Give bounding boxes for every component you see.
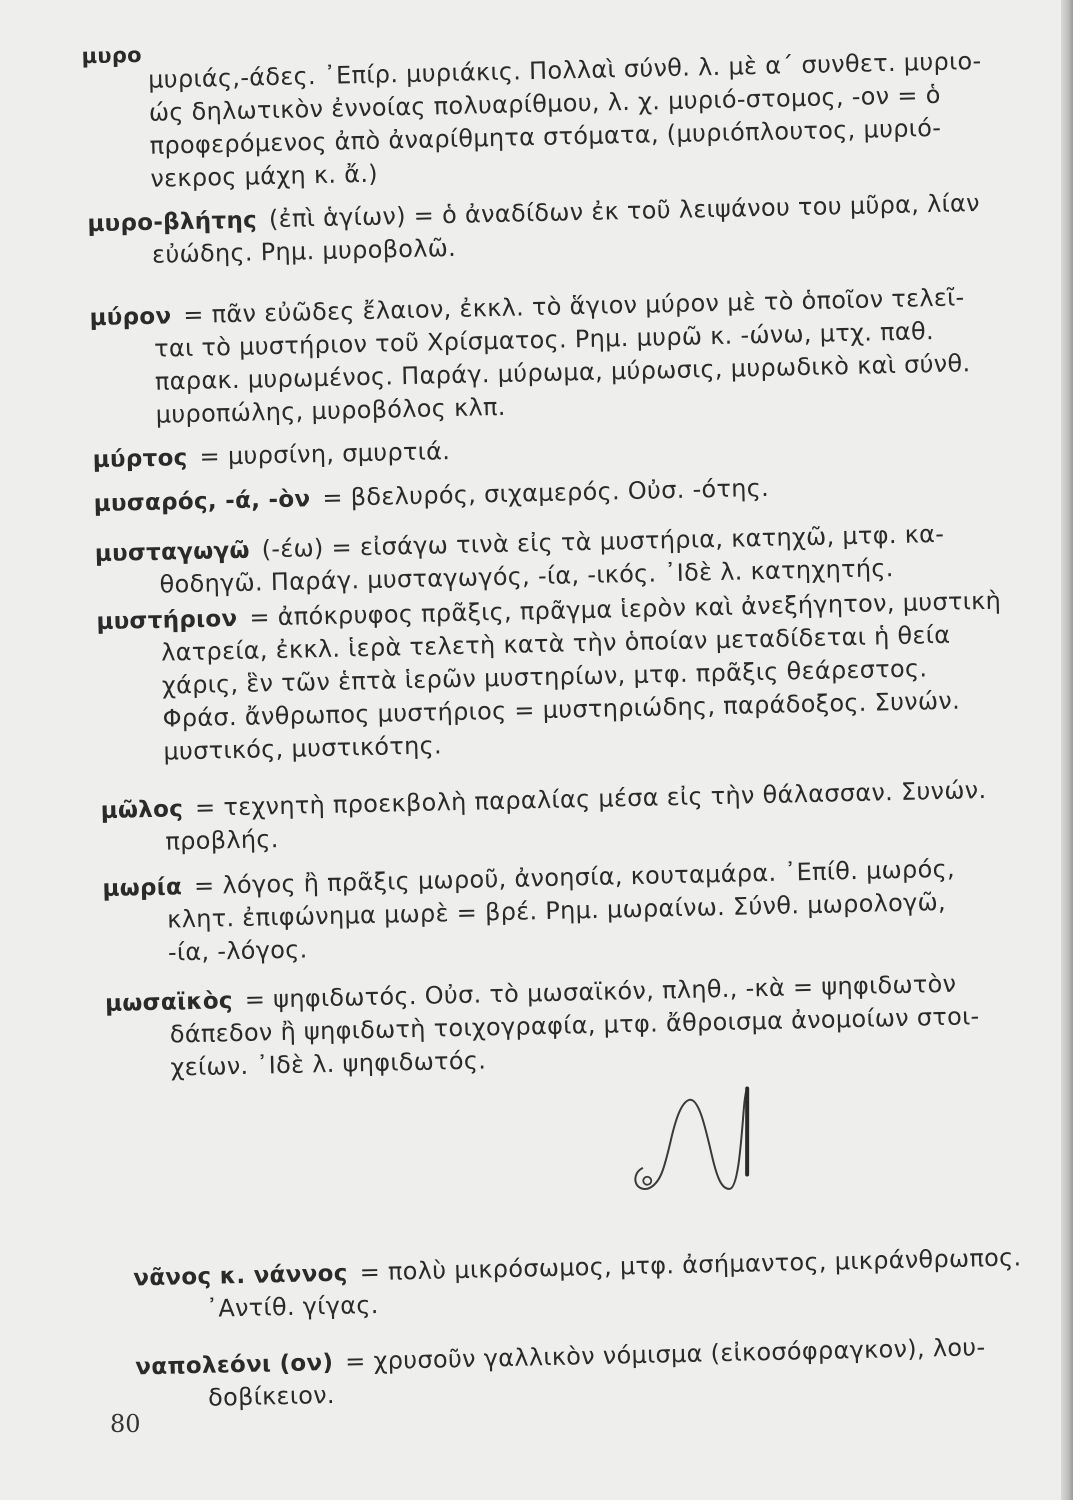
headword: ναπολεόνι (ον) (135, 1349, 334, 1381)
entry-line: δάπεδον ἢ ψηφιδωτὴ τοιχογραφία, μτφ. ἄθροισμα ἀνομοίων στοι- (169, 1002, 980, 1049)
headword: μωσαϊκὸς (104, 988, 234, 1018)
section-letter: N (618, 1073, 620, 1075)
entry-line: Φράσ. ἄνθρωπος μυστήριος = μυστηριώδης, παράδοξος. Συνών. (162, 686, 961, 733)
entry-line: χείων. ᾿Ιδὲ λ. ψηφιδωτός. (170, 1046, 487, 1082)
entry-line: λατρεία, ἐκκλ. ἱερὰ τελετὴ κατὰ τὴν ὁποίαν μεταδίδεται ἡ θεία (160, 620, 951, 667)
entry-line: = ψηφιδωτός. Οὐσ. τὸ μωσαϊκόν, πληθ., -κὰ = ψηφιδωτὸν (244, 969, 957, 1014)
entry-line: = τεχνητὴ προεκβολὴ παραλίας μέσα εἰς τὴν θάλασσαν. Συνών. (194, 775, 987, 822)
entry-line: (-έω) = εἰσάγω τινὰ εἰς τὰ μυστήρια, κατηχῶ, μτφ. κα- (261, 519, 945, 564)
headword: μυσαρός, -ά, -ὸν (93, 486, 311, 518)
headword: μυρο-βλήτης (87, 207, 258, 238)
headword: μύρον (89, 303, 172, 332)
entry-line: = ἀπόκρυφος πρᾶξις, πρᾶγμα ἱερὸν καὶ ἀνεξήγητον, μυστικὴ (249, 586, 1002, 632)
entry-line: θοδηγῶ. Παράγ. μυσταγωγός, -ία, -ικός. ᾿Ιδὲ λ. κατηχητής. (159, 554, 894, 599)
entry-line: προβλής. (165, 825, 279, 856)
entry-line: νεκρος μάχη κ. ἄ.) (150, 159, 379, 193)
headword: μωρία (102, 874, 183, 903)
entry-line: προφερόμενος ἀπὸ ἀναρίθμητα στόματα, (μυριόπλουτος, μυριό- (149, 113, 942, 160)
page-number: 80 (110, 1410, 141, 1438)
entry-line: κλητ. ἐπιφώνημα μωρὲ = βρέ. Ρημ. μωραίνω. Σύνθ. μωρολογῶ, (166, 887, 947, 934)
headword: μυσταγωγῶ (94, 537, 251, 568)
entry-line: μυριάς,-άδες. ᾿Επίρ. μυριάκις. Πολλαὶ σύνθ. λ. μὲ α΄ συνθετ. μυριο- (147, 46, 982, 94)
entry-line: δοβίκειον. (207, 1380, 336, 1412)
headword: μυστήριον (96, 605, 238, 636)
entry-line: = πολὺ μικρόσωμος, μτφ. ἀσήμαντος, μικράνθρωπος. (359, 1243, 1022, 1287)
entry-line: -ία, -λόγος. (167, 935, 308, 967)
entry-line: = χρυσοῦν γαλλικὸν νόμισμα (εἰκοσόφραγκον), λου- (344, 1333, 986, 1376)
headword: μύρτος (92, 445, 188, 474)
entry-line: ᾿Αντίθ. γίγας. (205, 1290, 379, 1323)
headword: μυρο (81, 42, 143, 69)
dictionary-page (81, 8, 1073, 1489)
entry-line: εὐώδης. Ρημ. μυροβολῶ. (151, 233, 457, 269)
entry-line: ται τὸ μυστήριον τοῦ Χρίσματος. Ρημ. μυρῶ κ. -ώνω, μτχ. παθ. (153, 317, 935, 363)
entry-line: = μυρσίνη, σμυρτιά. (199, 437, 451, 471)
headword: νᾶνος κ. νάννος (133, 1260, 348, 1292)
entry-line: μυστικός, μυστικότης. (163, 731, 443, 766)
entry-line: (ἐπὶ ἁγίων) = ὁ ἀναδίδων ἐκ τοῦ λειψάνου του μῦρα, λίαν (268, 188, 981, 234)
entry-line: μυροπώλης, μυροβόλος κλπ. (155, 392, 506, 429)
entry-line: ώς δηλωτικὸν ἐννοίας πολυαρίθμου, λ. χ. μυριό-στομος, -ον = ὁ (148, 80, 941, 127)
entry-line: χάρις, ἓν τῶν ἑπτὰ ἱερῶν μυστηρίων, μτφ. πρᾶξις θεάρεστος. (161, 654, 928, 700)
section-letter-ornament (619, 1070, 792, 1214)
entry-myro (81, 8, 1055, 193)
headword: μῶλος (100, 796, 184, 825)
entry-line: παρακ. μυρωμένος. Παράγ. μύρωμα, μύρωσις, μυρωδικὸ καὶ σύνθ. (154, 349, 971, 396)
entry-line: = πᾶν εὐῶδες ἔλαιον, ἐκκλ. τὸ ἅγιον μύρον μὲ τὸ ὁποῖον τελεῖ- (183, 283, 965, 330)
entry-line: = λόγος ἢ πρᾶξις μωροῦ, ἀνοησία, κουταμάρα. ᾿Επίθ. μωρός, (193, 854, 956, 900)
entry-line: = βδελυρός, σιχαμερός. Οὐσ. -ότης. (322, 473, 770, 512)
